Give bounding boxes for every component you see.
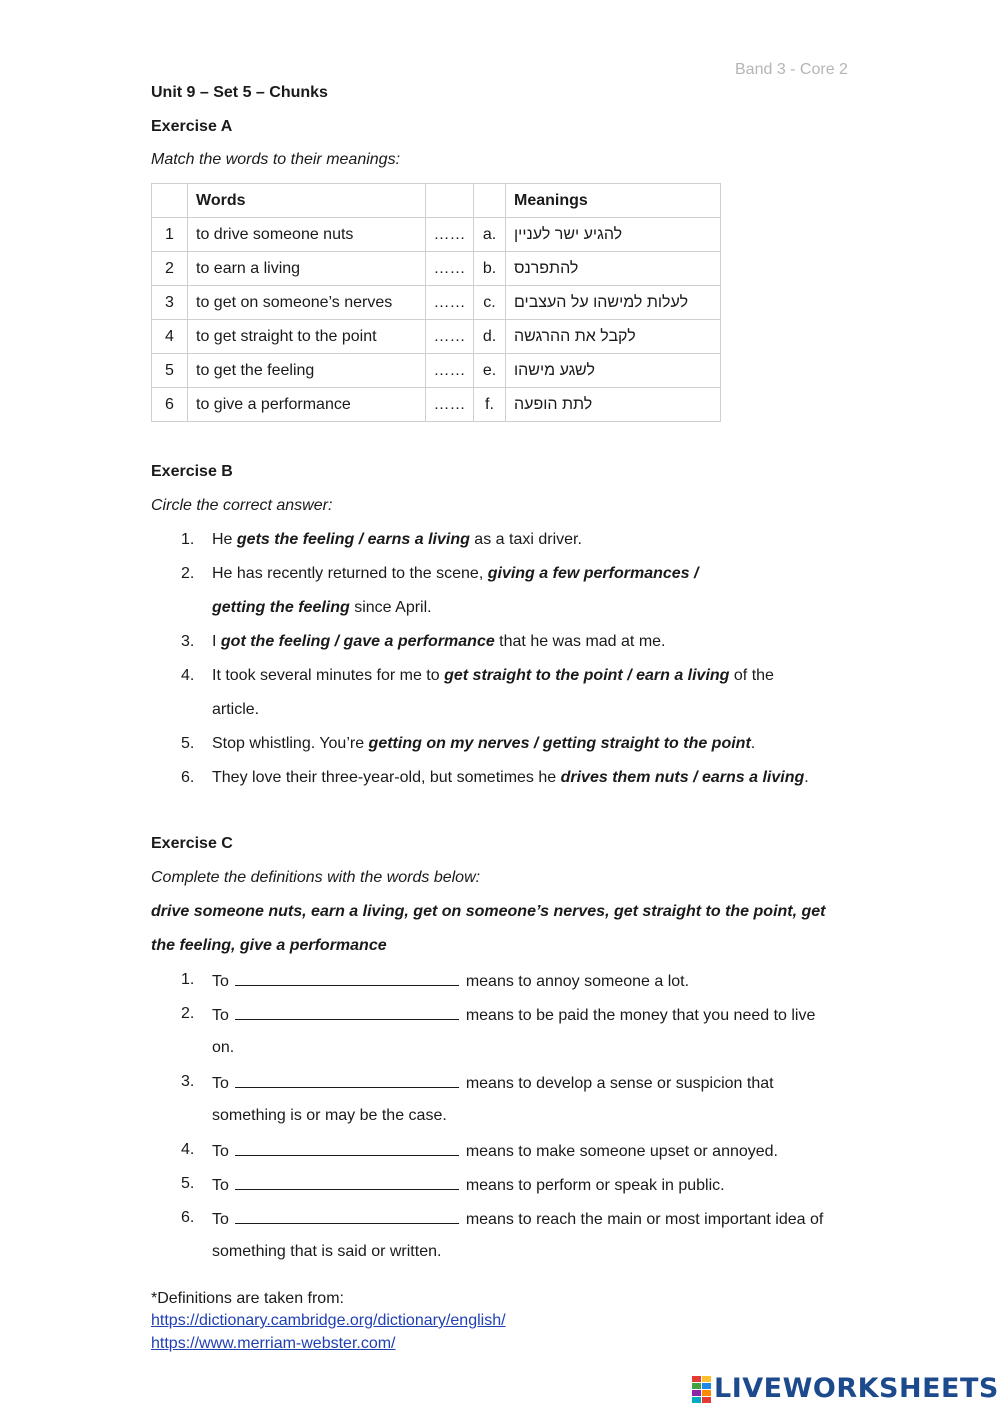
table-row xyxy=(152,218,721,252)
answer-options[interactable]: gets the feeling / earns a living xyxy=(236,531,470,548)
row-meaning: להגיע ישר לעניין xyxy=(506,218,721,252)
row-word: to get the feeling xyxy=(188,354,426,388)
fill-blank[interactable] xyxy=(235,1073,459,1088)
liveworksheets-logo-icon xyxy=(692,1376,710,1402)
answer-blank[interactable]: …… xyxy=(426,252,474,286)
table-row xyxy=(152,388,721,422)
row-number: 3 xyxy=(152,286,188,320)
table-row xyxy=(152,320,721,354)
table-row xyxy=(152,252,721,286)
answer-blank[interactable]: …… xyxy=(426,218,474,252)
answer-options[interactable]: giving a few performances / xyxy=(487,565,699,582)
table-row xyxy=(152,354,721,388)
row-meaning: לשגע מישהו xyxy=(506,354,721,388)
row-number: 4 xyxy=(152,320,188,354)
row-letter: d. xyxy=(474,320,506,354)
merriam-webster-link[interactable]: https://www.merriam-webster.com/ xyxy=(151,1335,396,1352)
row-word: to earn a living xyxy=(188,252,426,286)
answer-options[interactable]: drives them nuts / earns a living xyxy=(560,769,805,786)
fill-blank[interactable] xyxy=(235,1175,459,1190)
col-words-header: Words xyxy=(188,184,426,218)
row-meaning: לעלות למישהו על העצבים xyxy=(506,286,721,320)
row-letter: e. xyxy=(474,354,506,388)
row-letter: b. xyxy=(474,252,506,286)
answer-options[interactable]: getting the feeling xyxy=(212,599,350,616)
item-number: 3. xyxy=(181,1073,195,1090)
answer-options[interactable]: get straight to the point / earn a living xyxy=(444,667,730,684)
exercise-c-instruction: Complete the definitions with the words below: xyxy=(151,869,481,886)
answer-options[interactable]: got the feeling / gave a performance xyxy=(220,633,495,650)
row-word: to give a performance xyxy=(188,388,426,422)
table-row xyxy=(152,286,721,320)
item-number: 3. xyxy=(181,633,195,650)
answer-options[interactable]: getting on my nerves / getting straight to the point xyxy=(368,735,751,752)
exercise-a-instruction: Match the words to their meanings: xyxy=(151,151,401,168)
item-number: 1. xyxy=(181,971,195,988)
exercise-c-heading: Exercise C xyxy=(151,835,233,852)
row-letter: f. xyxy=(474,388,506,422)
fill-blank[interactable] xyxy=(235,1141,459,1156)
cambridge-link[interactable]: https://dictionary.cambridge.org/dictionary/english/ xyxy=(151,1312,506,1329)
row-number: 5 xyxy=(152,354,188,388)
row-word: to get on someone’s nerves xyxy=(188,286,426,320)
row-meaning: לתת הופעה xyxy=(506,388,721,422)
col-meanings-header: Meanings xyxy=(506,184,721,218)
answer-blank[interactable]: …… xyxy=(426,286,474,320)
fill-blank[interactable] xyxy=(235,1005,459,1020)
row-word: to get straight to the point xyxy=(188,320,426,354)
row-number: 2 xyxy=(152,252,188,286)
item-number: 6. xyxy=(181,769,195,786)
row-number: 1 xyxy=(152,218,188,252)
exercise-a-heading: Exercise A xyxy=(151,118,233,135)
item-number: 6. xyxy=(181,1209,195,1226)
item-number: 2. xyxy=(181,1005,195,1022)
item-number: 4. xyxy=(181,1141,195,1158)
exercise-b-instruction: Circle the correct answer: xyxy=(151,497,333,514)
row-letter: c. xyxy=(474,286,506,320)
definitions-note: *Definitions are taken from: xyxy=(151,1290,344,1307)
answer-blank[interactable]: …… xyxy=(426,320,474,354)
liveworksheets-logo xyxy=(692,1373,999,1404)
page-title: Unit 9 – Set 5 – Chunks xyxy=(151,84,328,101)
word-bank-line-2: the feeling, give a performance xyxy=(151,937,387,954)
exercise-b-heading: Exercise B xyxy=(151,463,233,480)
band-label: Band 3 - Core 2 xyxy=(735,61,848,78)
row-meaning: להתפרנס xyxy=(506,252,721,286)
row-word: to drive someone nuts xyxy=(188,218,426,252)
item-number: 1. xyxy=(181,531,195,548)
item-number: 5. xyxy=(181,1175,195,1192)
row-meaning: לקבל את ההרגשה xyxy=(506,320,721,354)
item-number: 4. xyxy=(181,667,195,684)
fill-blank[interactable] xyxy=(235,971,459,986)
word-bank-line-1: drive someone nuts, earn a living, get on someone’s nerves, get straight to the point, get xyxy=(151,903,826,920)
answer-blank[interactable]: …… xyxy=(426,354,474,388)
item-number: 5. xyxy=(181,735,195,752)
row-letter: a. xyxy=(474,218,506,252)
table-header-row xyxy=(152,184,721,218)
answer-blank[interactable]: …… xyxy=(426,388,474,422)
matching-table xyxy=(151,183,721,422)
row-number: 6 xyxy=(152,388,188,422)
fill-blank[interactable] xyxy=(235,1209,459,1224)
logo-text: LIVEWORKSHEETS xyxy=(714,1373,999,1404)
item-number: 2. xyxy=(181,565,195,582)
